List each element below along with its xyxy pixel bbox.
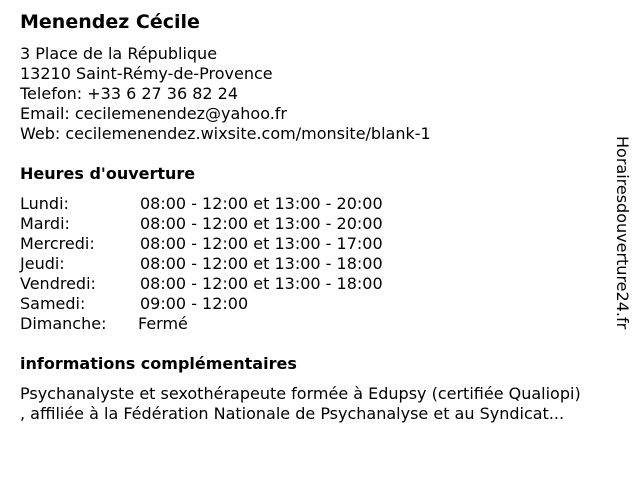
address-city: 13210 Saint-Rémy-de-Provence: [20, 64, 273, 83]
day-label: Dimanche:: [20, 314, 107, 333]
day-label: Samedi:: [20, 294, 86, 313]
day-label: Mardi:: [20, 214, 70, 233]
info-line: , affiliée à la Fédération Nationale de Psychanalyse et au Syndicat...: [20, 404, 565, 423]
day-hours: 08:00 - 12:00 et 13:00 - 17:00: [140, 234, 383, 253]
phone-line: Telefon: +33 6 27 36 82 24: [20, 84, 239, 103]
business-name: Menendez Cécile: [20, 11, 200, 33]
email-line: Email: cecilemenendez@yahoo.fr: [20, 104, 287, 123]
info-line: Psychanalyste et sexothérapeute formée à Edupsy (certifiée Qualiopi): [20, 384, 581, 403]
web-line: Web: cecilemenendez.wixsite.com/monsite/blank-1: [20, 124, 431, 143]
day-hours: 09:00 - 12:00: [140, 294, 249, 313]
day-hours: 08:00 - 12:00 et 13:00 - 18:00: [140, 254, 383, 273]
contact-block: [20, 44, 431, 144]
day-label: Lundi:: [20, 194, 69, 213]
day-label: Jeudi:: [20, 254, 65, 273]
day-hours: 08:00 - 12:00 et 13:00 - 20:00: [140, 214, 383, 233]
day-label: Vendredi:: [20, 274, 96, 293]
opening-hours-heading: Heures d'ouverture: [20, 164, 196, 183]
day-hours: 08:00 - 12:00 et 13:00 - 18:00: [140, 274, 383, 293]
additional-info-heading: informations complémentaires: [20, 354, 297, 373]
day-hours: 08:00 - 12:00 et 13:00 - 20:00: [140, 194, 383, 213]
address-street: 3 Place de la République: [20, 44, 218, 63]
day-label: Mercredi:: [20, 234, 95, 253]
additional-info-text: [20, 384, 581, 424]
day-hours: Fermé: [138, 314, 188, 333]
site-watermark: Horairesdouverture24.fr: [613, 136, 632, 330]
